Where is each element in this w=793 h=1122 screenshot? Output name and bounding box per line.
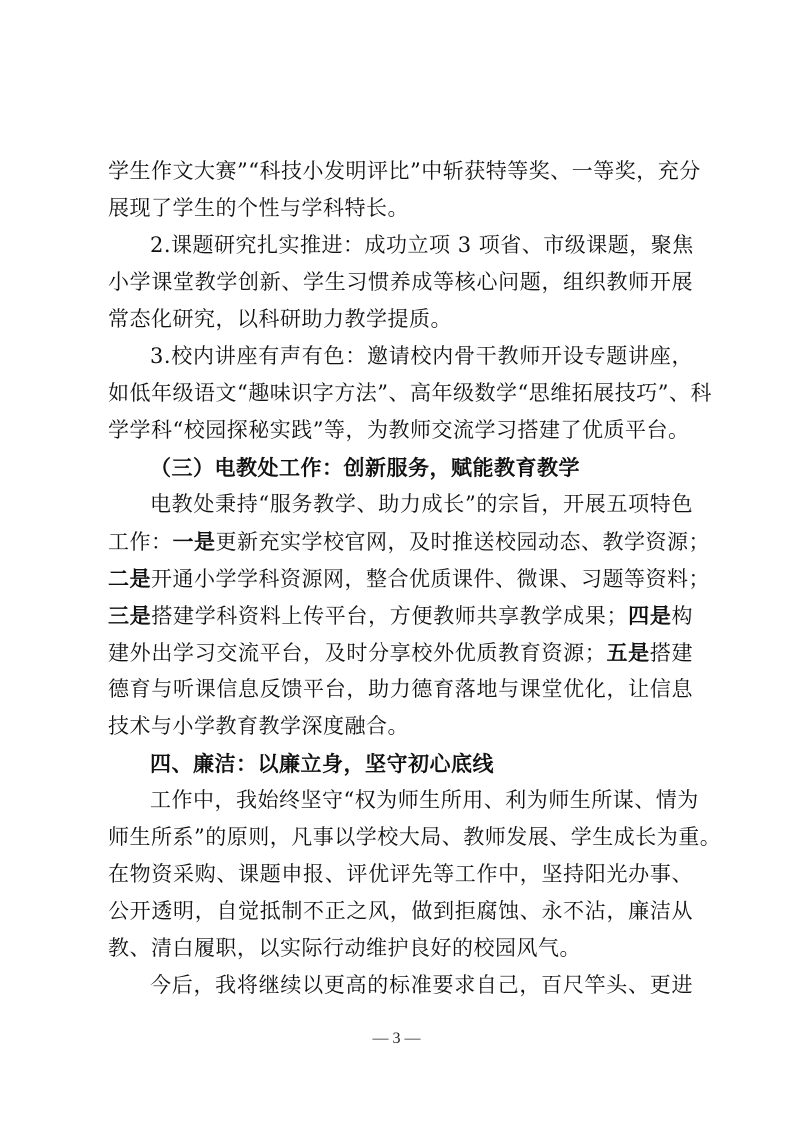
paragraph-line: 电教处秉持“服务教学、助力成长”的宗旨，开展五项特色 <box>150 492 693 516</box>
text-run: 更新充实学校官网，及时推送校园动态、教学资源； <box>215 530 710 554</box>
paragraph-line <box>108 634 693 671</box>
enumeration-marker: 四是 <box>628 603 672 628</box>
text-run: 搭建学科资料上传平台，方便教师共享教学成果； <box>151 604 628 628</box>
paragraph-line: 常态化研究，以科研助力教学提质。 <box>108 307 452 331</box>
paragraph-line: 今后，我将继续以更高的标准要求自己，百尺竿头、更进 <box>150 973 693 997</box>
document-body <box>108 153 722 1004</box>
enumeration-marker: 二是 <box>108 566 151 591</box>
section-heading: （三）电教处工作：创新服务，赋能教育教学 <box>150 455 580 480</box>
paragraph-line: 公开透明，自觉抵制不正之风，做到拒腐蚀、永不沾，廉洁从 <box>108 899 693 923</box>
section-heading: 四、廉洁：以廉立身，坚守初心底线 <box>150 751 494 776</box>
paragraph-line: 技术与小学教育教学深度融合。 <box>108 714 409 738</box>
enumeration-marker: 五是 <box>606 640 650 665</box>
paragraph-line: 师生所系”的原则，凡事以学校大局、教师发展、学生成长为重。 <box>108 825 722 849</box>
paragraph-line: 2.课题研究扎实推进：成功立项 3 项省、市级课题，聚焦 <box>150 233 694 257</box>
paragraph-line <box>108 560 710 597</box>
enumeration-marker: 三是 <box>108 603 152 628</box>
text-run: 搭建 <box>649 641 694 665</box>
text-run: 建外出学习交流平台，及时分享校外优质教育资源； <box>108 641 607 665</box>
text-run: 工作： <box>108 530 173 554</box>
paragraph-line <box>108 523 710 560</box>
paragraph-line: 如低年级语文“趣味识字方法”、高年级数学“思维拓展技巧”、科 <box>108 381 712 405</box>
enumeration-marker: 一是 <box>172 529 216 554</box>
paragraph-line: 展现了学生的个性与学科特长。 <box>108 196 409 220</box>
text-run: 开通小学学科资源网，整合优质课件、微课、习题等资料； <box>151 567 710 591</box>
paragraph-line: 学生作文大赛”“科技小发明评比”中斩获特等奖、一等奖，充分 <box>108 159 701 183</box>
paragraph-line: 工作中，我始终坚守“权为师生所用、利为师生所谋、情为 <box>150 788 699 812</box>
paragraph-line: 学学科“校园探秘实践”等，为教师交流学习搭建了优质平台。 <box>108 418 690 442</box>
paragraph-line: 德育与听课信息反馈平台，助力德育落地与课堂优化，让信息 <box>108 677 693 701</box>
text-run: 构 <box>671 604 694 628</box>
paragraph-line <box>108 597 693 634</box>
paragraph-line: 小学课堂教学创新、学生习惯养成等核心问题，组织教师开展 <box>108 270 693 294</box>
paragraph-line: 在物资采购、课题申报、评优评先等工作中，坚持阳光办事、 <box>108 862 693 886</box>
paragraph-line: 3.校内讲座有声有色：邀请校内骨干教师开设专题讲座， <box>150 344 693 368</box>
page-number: — 3 — <box>372 1030 421 1047</box>
paragraph-line: 教、清白履职，以实际行动维护良好的校园风气。 <box>108 936 581 960</box>
